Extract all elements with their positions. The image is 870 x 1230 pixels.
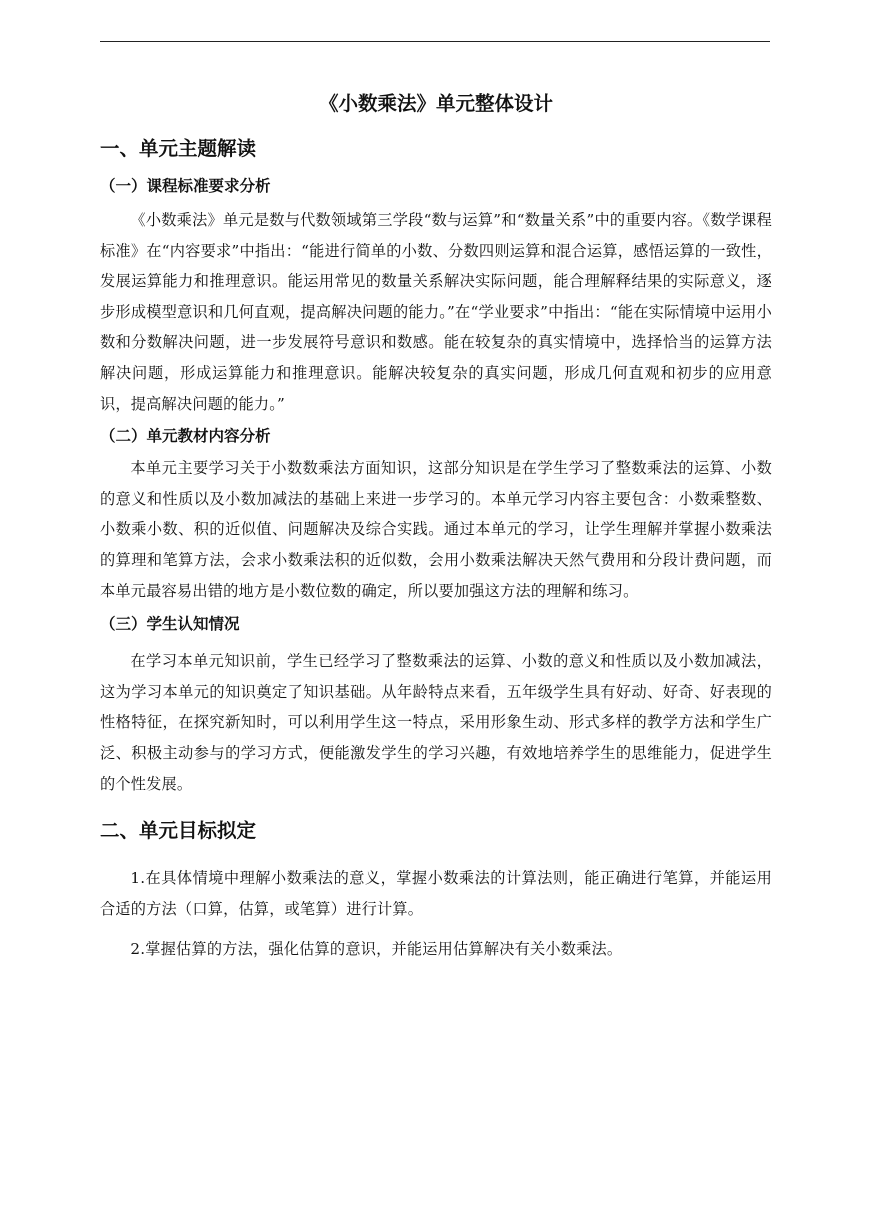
goal-item: 2.掌握估算的方法，强化估算的意识，并能运用估算解决有关小数乘法。	[130, 940, 623, 959]
subsection-2-text: 本单元主要学习关于小数数乘法方面知识，这部分知识是在学生学习了整数乘法的运算、小数的意义和性质以及小数加减法的基础上来进一步学习的。本单元学习内容主要包含：小数乘整数、小数乘小数、积的近似值、问题解决及综合实践。通过本单元的学习，让学生理解并掌握小数乘法的算理和笔算方法，会求小数乘法积的近似数，会用小数乘法解决天然气费用和分段计费问题，而本单元最容易出错的地方是小数位数的确定，所以要加强这方法的理解和练习。	[100, 459, 772, 600]
section-1-heading: 一、单元主题解读	[100, 137, 257, 160]
subsection-3-heading: （三）学生认知情况	[100, 615, 240, 634]
goal-item: 1.在具体情境中理解小数乘法的意义，掌握小数乘法的计算法则，能正确进行笔算，并能运用合适的方法（口算，估算，或笔算）进行计算。	[100, 869, 772, 918]
section-2-heading: 二、单元目标拟定	[100, 819, 257, 843]
subsection-1-text: 《小数乘法》单元是数与代数领域第三学段“数与运算”和“数量关系”中的重要内容。《数学课程标准》在“内容要求”中指出：“能进行简单的小数、分数四则运算和混合运算，感悟运算的一致性，发展运算能力和推理意识。能运用常见的数量关系解决实际问题，能合理解释结果的实际意义，逐步形成模型意识和几何直观，提高解决问题的能力。”在“学业要求”中指出：“能在实际情境中运用小数和分数解决问题，进一步发展符号意识和数感。能在较复杂的真实情境中，选择恰当的运算方法解决问题，形成运算能力和推理意识。能解决较复杂的真实问题，形成几何直观和初步的应用意识，提高解决问题的能力。”	[100, 211, 772, 413]
subsection-1-heading: （一）课程标准要求分析	[100, 177, 271, 195]
subsection-2-heading: （二）单元教材内容分析	[100, 427, 271, 446]
header-rule	[100, 41, 770, 42]
document-body	[100, 90, 772, 965]
subsection-3-text: 在学习本单元知识前，学生已经学习了整数乘法的运算、小数的意义和性质以及小数加减法，这为学习本单元的知识奠定了知识基础。从年龄特点来看，五年级学生具有好动、好奇、好表现的性格特征，在探究新知时，可以利用学生这一特点，采用形象生动、形式多样的教学方法和学生广泛、积极主动参与的学习方式，便能激发学生的学习兴趣，有效地培养学生的思维能力，促进学生的个性发展。	[100, 652, 772, 793]
document-title: 《小数乘法》单元整体设计	[318, 92, 553, 115]
